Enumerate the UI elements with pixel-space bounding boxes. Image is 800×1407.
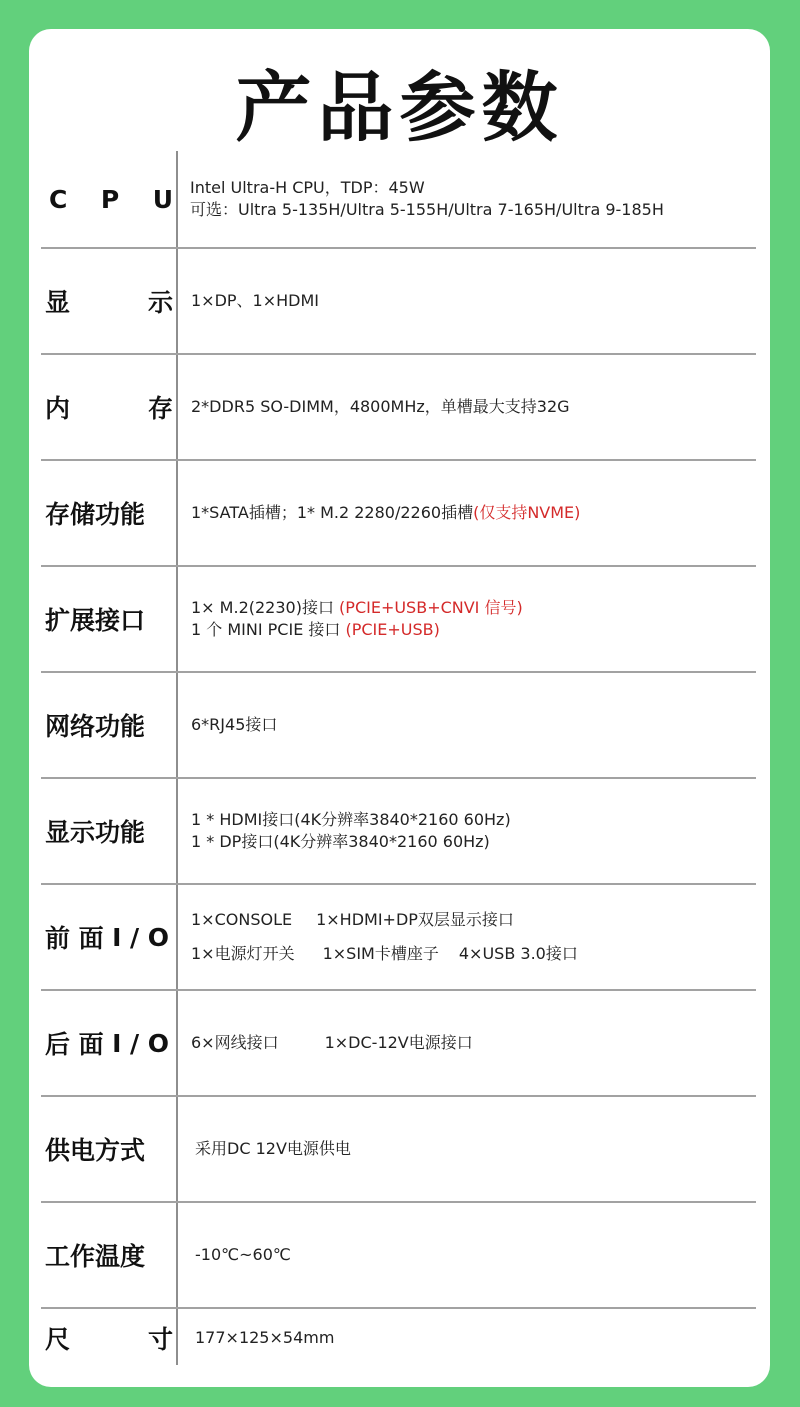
row-value-display: 1×DP、1×HDMI (191, 291, 320, 310)
row-network (41, 673, 756, 779)
row-value-storage: 1*SATA插槽；1* M.2 2280/2260插槽(仅支持NVME) (191, 503, 581, 522)
row-size (41, 1309, 756, 1367)
row-label-power: 供电方式 (45, 1136, 146, 1165)
expansion-note-1: (PCIE+USB+CNVI 信号) (339, 598, 523, 617)
row-value-memory: 2*DDR5 SO-DIMM，4800MHz，单槽最大支持32G (191, 397, 570, 416)
row-label-rear-io: 后 面 I / O (45, 1028, 169, 1059)
row-rear-io (41, 991, 756, 1097)
row-label-storage: 存储功能 (45, 500, 146, 529)
row-temperature (41, 1203, 756, 1309)
row-value-size: 177×125×54mm (195, 1328, 335, 1347)
expansion-note-2: (PCIE+USB) (345, 620, 440, 639)
row-label-display: 显 示 (45, 288, 173, 317)
spec-card (29, 29, 770, 1387)
row-label-display-function: 显示功能 (45, 818, 146, 847)
row-label-cpu: C P U (49, 184, 173, 214)
row-display (41, 249, 756, 355)
row-value-rear-io: 6×网线接口 1×DC-12V电源接口 (191, 1033, 473, 1052)
row-cpu (41, 151, 756, 249)
row-value-temperature: -10℃~60℃ (195, 1245, 291, 1264)
row-value-expansion: 1× M.2(2230)接口 (PCIE+USB+CNVI 信号) 1 个 MINI PCIE 接口 (PCIE+USB) (191, 598, 523, 639)
row-memory (41, 355, 756, 461)
row-power (41, 1097, 756, 1203)
page-title: 产品参数 (235, 63, 564, 152)
storage-note: (仅支持NVME) (473, 503, 581, 522)
row-value-power: 采用DC 12V电源供电 (195, 1139, 351, 1158)
row-label-memory: 内 存 (45, 394, 173, 423)
row-label-network: 网络功能 (45, 712, 146, 741)
row-label-front-io: 前 面 I / O (45, 922, 169, 953)
row-display-function (41, 779, 756, 885)
row-value-network: 6*RJ45接口 (191, 715, 278, 734)
row-value-display-function: 1 * HDMI接口(4K分辨率3840*2160 60Hz) 1 * DP接口(4K分辨率3840*2160 60Hz) (191, 810, 511, 851)
row-value-cpu: Intel Ultra-H CPU，TDP：45W 可选：Ultra 5-135H/Ultra 5-155H/Ultra 7-165H/Ultra 9-185H (190, 178, 664, 219)
row-expansion (41, 567, 756, 673)
row-front-io (41, 885, 756, 991)
row-label-expansion: 扩展接口 (45, 606, 146, 635)
row-value-front-io: 1×CONSOLE 1×HDMI+DP双层显示接口 1×电源灯开关 1×SIM卡槽座子 4×USB 3.0接口 (191, 910, 578, 963)
row-label-size: 尺 寸 (45, 1325, 173, 1354)
row-storage (41, 461, 756, 567)
row-label-temperature: 工作温度 (45, 1242, 146, 1271)
